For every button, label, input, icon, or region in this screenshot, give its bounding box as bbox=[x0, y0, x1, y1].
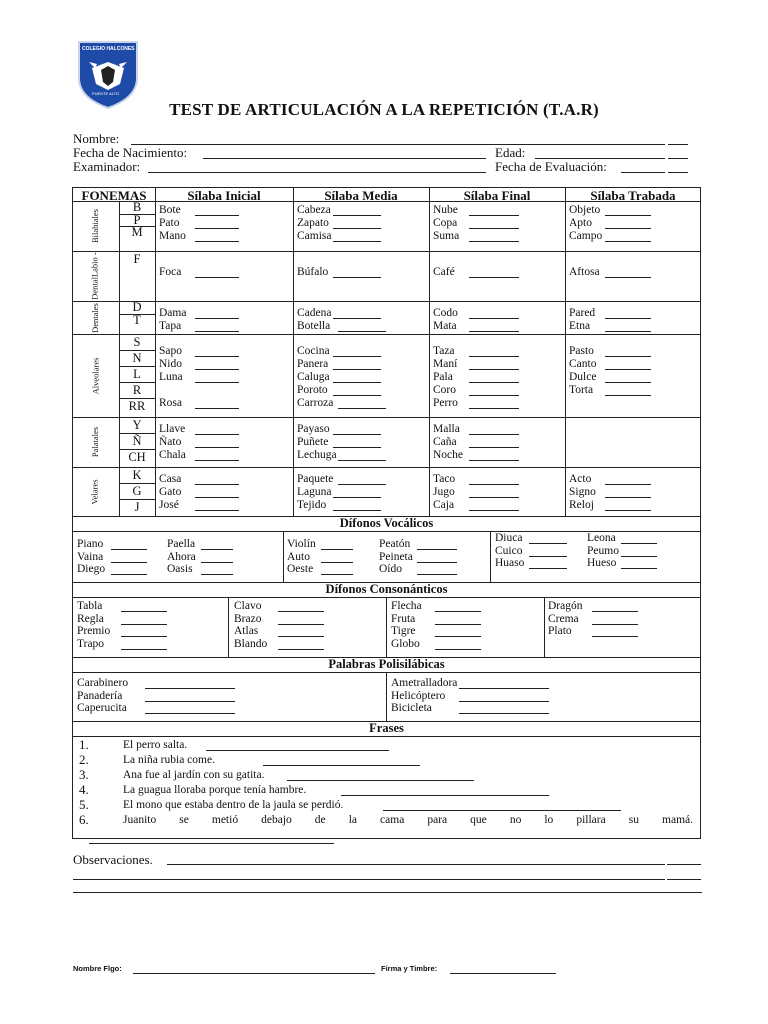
word-label: Regla bbox=[77, 612, 104, 625]
dv-divider bbox=[283, 531, 284, 582]
word-label: Laguna bbox=[297, 486, 332, 498]
word-label: Blando bbox=[234, 638, 268, 651]
section-title-difonos-vocalicos: Dífonos Vocálicos bbox=[339, 516, 434, 530]
word-label: Cocina bbox=[297, 345, 330, 357]
observaciones-line-3[interactable] bbox=[73, 892, 702, 893]
word-label: Dragón bbox=[548, 600, 583, 612]
response-blank[interactable] bbox=[195, 356, 239, 357]
word-label: Casa bbox=[159, 473, 182, 485]
response-blank[interactable] bbox=[469, 395, 519, 396]
response-blank[interactable] bbox=[469, 369, 519, 370]
response-blank[interactable] bbox=[459, 688, 549, 689]
response-blank[interactable] bbox=[195, 382, 239, 383]
word-label: Perro bbox=[433, 397, 458, 409]
response-blank[interactable] bbox=[469, 484, 519, 485]
response-blank[interactable] bbox=[417, 574, 457, 575]
response-blank[interactable] bbox=[469, 460, 519, 461]
response-blank[interactable] bbox=[621, 568, 657, 569]
word-label: Lechuga bbox=[297, 449, 337, 461]
response-blank[interactable] bbox=[333, 395, 381, 396]
response-blank[interactable] bbox=[459, 713, 549, 714]
firma-label: Firma y Timbre: bbox=[381, 964, 438, 973]
word-label: Fruta bbox=[391, 612, 416, 625]
word-label: Huaso bbox=[495, 557, 525, 569]
response-blank[interactable] bbox=[195, 408, 239, 409]
logo-text-bottom: PUENTE ALTO bbox=[92, 91, 120, 96]
word-label: Auto bbox=[287, 550, 310, 563]
response-blank[interactable] bbox=[469, 408, 519, 409]
pp-divider bbox=[386, 672, 387, 721]
observaciones-field[interactable] bbox=[167, 864, 665, 865]
word-label: Tejido bbox=[297, 499, 327, 511]
response-blank[interactable] bbox=[89, 843, 334, 844]
word-label: Piano bbox=[77, 538, 104, 550]
response-blank[interactable] bbox=[592, 636, 638, 637]
response-blank[interactable] bbox=[341, 795, 549, 796]
response-blank[interactable] bbox=[469, 331, 519, 332]
response-blank[interactable] bbox=[201, 549, 233, 550]
phoneme: T bbox=[133, 313, 141, 327]
nombre-field[interactable] bbox=[131, 144, 665, 145]
response-blank[interactable] bbox=[435, 611, 481, 612]
word-label: Botella bbox=[297, 320, 331, 332]
phoneme: Y bbox=[132, 418, 142, 432]
word-label: Peineta bbox=[379, 550, 413, 563]
response-blank[interactable] bbox=[333, 215, 381, 216]
response-blank[interactable] bbox=[195, 484, 239, 485]
response-blank[interactable] bbox=[605, 215, 651, 216]
phoneme: CH bbox=[128, 450, 146, 464]
response-blank[interactable] bbox=[121, 611, 167, 612]
word-label: Canto bbox=[569, 358, 597, 370]
group-divider bbox=[73, 251, 700, 252]
word-label: Sapo bbox=[159, 345, 182, 357]
response-blank[interactable] bbox=[333, 447, 381, 448]
word-label: Copa bbox=[433, 217, 458, 229]
response-blank[interactable] bbox=[321, 562, 353, 563]
response-blank[interactable] bbox=[469, 277, 519, 278]
word-label: Tigre bbox=[391, 625, 416, 638]
word-label: Taco bbox=[433, 473, 456, 485]
phoneme: F bbox=[133, 252, 141, 266]
response-blank[interactable] bbox=[121, 649, 167, 650]
response-blank[interactable] bbox=[469, 215, 519, 216]
group-label-text: Alveolares bbox=[89, 357, 100, 394]
word-label: Rosa bbox=[159, 397, 182, 409]
group-divider bbox=[73, 334, 700, 335]
response-blank[interactable] bbox=[338, 408, 386, 409]
response-blank[interactable] bbox=[195, 447, 239, 448]
word-label: Apto bbox=[569, 217, 592, 229]
frase-text: La guagua lloraba porque tenía hambre. bbox=[123, 784, 307, 796]
word-label: Etna bbox=[569, 320, 591, 332]
word-label: Bicicleta bbox=[391, 702, 432, 715]
response-blank[interactable] bbox=[333, 434, 381, 435]
response-blank[interactable] bbox=[469, 510, 519, 511]
word-label: Oeste bbox=[287, 563, 314, 575]
word-label: Brazo bbox=[234, 612, 262, 625]
word-label: Ahora bbox=[167, 550, 196, 563]
word-label: Plato bbox=[548, 625, 572, 638]
response-blank[interactable] bbox=[621, 556, 657, 557]
word-label: Signo bbox=[569, 486, 596, 498]
word-label: Pato bbox=[159, 217, 180, 229]
word-label: Flecha bbox=[391, 600, 422, 612]
group-label-text: Dentales bbox=[90, 302, 100, 333]
response-blank[interactable] bbox=[333, 382, 381, 383]
word-label: Malla bbox=[433, 423, 460, 435]
logo-text-top: COLEGIO HALCONES bbox=[82, 46, 135, 52]
response-blank[interactable] bbox=[333, 318, 381, 319]
word-label: Camisa bbox=[297, 230, 332, 242]
response-blank[interactable] bbox=[338, 460, 386, 461]
response-blank[interactable] bbox=[435, 636, 481, 637]
word-label: Ametralladora bbox=[391, 677, 458, 689]
nombre-flgo-field[interactable] bbox=[133, 973, 375, 974]
response-blank[interactable] bbox=[605, 510, 651, 511]
frase-number: 5. bbox=[79, 797, 89, 812]
response-blank[interactable] bbox=[469, 228, 519, 229]
frase-number: 1. bbox=[79, 737, 89, 752]
word-label: Caluga bbox=[297, 371, 330, 383]
word-label: Café bbox=[433, 266, 455, 278]
response-blank[interactable] bbox=[333, 228, 381, 229]
word-label: Poroto bbox=[297, 384, 328, 396]
word-label: Trapo bbox=[77, 638, 105, 651]
response-blank[interactable] bbox=[263, 765, 420, 766]
word-label: Reloj bbox=[569, 499, 594, 511]
fecha-nacimiento-label: Fecha de Nacimiento: bbox=[73, 145, 188, 160]
observaciones-line-2-end bbox=[667, 879, 701, 880]
phoneme: P bbox=[133, 213, 141, 227]
response-blank[interactable] bbox=[195, 277, 239, 278]
response-blank[interactable] bbox=[605, 277, 651, 278]
nombre-label: Nombre: bbox=[73, 131, 120, 146]
word-label: Payaso bbox=[297, 423, 330, 435]
phoneme: B bbox=[132, 200, 142, 214]
word-label: Pala bbox=[433, 371, 453, 383]
word-label: Cuico bbox=[495, 544, 523, 557]
response-blank[interactable] bbox=[195, 241, 239, 242]
word-label: Tapa bbox=[159, 320, 182, 332]
response-blank[interactable] bbox=[383, 810, 621, 811]
response-blank[interactable] bbox=[195, 510, 239, 511]
word-label: Puñete bbox=[297, 436, 329, 448]
response-blank[interactable] bbox=[278, 636, 324, 637]
word-label: Pared bbox=[569, 307, 596, 319]
word-label: Jugo bbox=[433, 486, 455, 498]
word-label: Helicóptero bbox=[391, 689, 446, 702]
frase-text: Ana fue al jardín con su gatita. bbox=[123, 769, 265, 781]
frase-text: La niña rubia come. bbox=[123, 754, 215, 766]
word-label: Dama bbox=[159, 307, 187, 319]
word-label: Peumo bbox=[587, 544, 619, 557]
frase-number: 2. bbox=[79, 752, 89, 767]
response-blank[interactable] bbox=[111, 562, 147, 563]
header-divider bbox=[73, 201, 700, 202]
col-header-fonemas: FONEMAS bbox=[81, 188, 147, 203]
fecha-evaluacion-field-end bbox=[668, 172, 688, 173]
observaciones-field-end bbox=[667, 864, 701, 865]
group-label-text: Palatales bbox=[90, 426, 100, 458]
response-blank[interactable] bbox=[333, 510, 381, 511]
examinador-label: Examinador: bbox=[73, 159, 141, 174]
word-label: Crema bbox=[548, 612, 579, 625]
response-blank[interactable] bbox=[469, 318, 519, 319]
phoneme: L bbox=[133, 367, 141, 381]
response-blank[interactable] bbox=[195, 497, 239, 498]
response-blank[interactable] bbox=[201, 562, 233, 563]
response-blank[interactable] bbox=[145, 701, 235, 702]
word-label: Globo bbox=[391, 638, 420, 651]
response-blank[interactable] bbox=[333, 369, 381, 370]
frase-text: El mono que estaba dentro de la jaula se perdió. bbox=[123, 799, 344, 811]
edad-field-end bbox=[668, 158, 688, 159]
examinador-field[interactable] bbox=[148, 172, 486, 173]
word-label: Tabla bbox=[77, 600, 103, 612]
response-blank[interactable] bbox=[333, 277, 381, 278]
phoneme: Ñ bbox=[132, 434, 142, 448]
word-label: Mano bbox=[159, 230, 186, 242]
phoneme: S bbox=[133, 335, 141, 349]
word-label: Paella bbox=[167, 538, 196, 550]
response-blank[interactable] bbox=[529, 543, 567, 544]
response-blank[interactable] bbox=[469, 241, 519, 242]
response-blank[interactable] bbox=[435, 624, 481, 625]
response-blank[interactable] bbox=[529, 568, 567, 569]
response-blank[interactable] bbox=[195, 331, 239, 332]
response-blank[interactable] bbox=[195, 460, 239, 461]
response-blank[interactable] bbox=[321, 574, 353, 575]
response-blank[interactable] bbox=[145, 688, 235, 689]
edad-label: Edad: bbox=[495, 145, 526, 160]
group-label-text: Velares bbox=[89, 478, 100, 505]
firma-field[interactable] bbox=[450, 973, 556, 974]
response-blank[interactable] bbox=[206, 750, 389, 751]
word-label: Caperucita bbox=[77, 702, 127, 715]
response-blank[interactable] bbox=[605, 228, 651, 229]
word-label: Caja bbox=[433, 499, 455, 511]
group-label bbox=[75, 334, 115, 417]
response-blank[interactable] bbox=[605, 484, 651, 485]
dc-divider bbox=[228, 597, 229, 657]
response-blank[interactable] bbox=[195, 318, 239, 319]
group-label bbox=[75, 201, 115, 251]
phoneme: K bbox=[132, 468, 142, 482]
response-blank[interactable] bbox=[338, 484, 386, 485]
word-label: Torta bbox=[569, 384, 594, 396]
response-blank[interactable] bbox=[111, 574, 147, 575]
col-header-trabada: Sílaba Trabada bbox=[590, 188, 676, 203]
word-label: Codo bbox=[433, 307, 458, 319]
response-blank[interactable] bbox=[417, 562, 457, 563]
response-blank[interactable] bbox=[529, 556, 567, 557]
response-blank[interactable] bbox=[333, 497, 381, 498]
section-divider bbox=[73, 736, 700, 737]
response-blank[interactable] bbox=[201, 574, 233, 575]
group-label bbox=[75, 417, 115, 467]
response-blank[interactable] bbox=[287, 780, 474, 781]
word-label: Búfalo bbox=[297, 266, 329, 278]
group-label bbox=[75, 467, 115, 516]
response-blank[interactable] bbox=[121, 636, 167, 637]
phoneme: D bbox=[132, 300, 142, 314]
word-label: Vaina bbox=[77, 550, 104, 563]
response-blank[interactable] bbox=[195, 215, 239, 216]
word-label: José bbox=[159, 499, 179, 511]
response-blank[interactable] bbox=[121, 624, 167, 625]
frase-number: 6. bbox=[79, 812, 89, 827]
response-blank[interactable] bbox=[469, 382, 519, 383]
phoneme: RR bbox=[128, 399, 146, 413]
phoneme: G bbox=[132, 484, 142, 498]
response-blank[interactable] bbox=[469, 434, 519, 435]
response-blank[interactable] bbox=[605, 241, 651, 242]
response-blank[interactable] bbox=[605, 331, 651, 332]
section-title-polisilabicas: Palabras Polisilábicas bbox=[328, 657, 445, 671]
word-label: Aftosa bbox=[569, 266, 600, 278]
response-blank[interactable] bbox=[605, 395, 651, 396]
word-label: Foca bbox=[159, 266, 182, 278]
response-blank[interactable] bbox=[333, 356, 381, 357]
response-blank[interactable] bbox=[459, 701, 549, 702]
word-label: Oasis bbox=[167, 563, 193, 575]
response-blank[interactable] bbox=[278, 611, 324, 612]
word-label: Cadena bbox=[297, 307, 332, 319]
group-divider bbox=[73, 417, 700, 418]
response-blank[interactable] bbox=[469, 497, 519, 498]
fecha-evaluacion-field[interactable] bbox=[621, 172, 665, 173]
dc-divider bbox=[544, 597, 545, 657]
response-blank[interactable] bbox=[605, 318, 651, 319]
nombre-field-end bbox=[668, 144, 688, 145]
word-label: Llave bbox=[159, 423, 186, 435]
word-label: Diuca bbox=[495, 532, 523, 544]
word-label: Maní bbox=[433, 358, 458, 370]
frase-number: 4. bbox=[79, 782, 89, 797]
word-label: Ñato bbox=[159, 436, 182, 448]
word-label: Bote bbox=[159, 204, 181, 216]
group-label bbox=[75, 301, 115, 334]
response-blank[interactable] bbox=[278, 624, 324, 625]
group-label-text: Bilabiales bbox=[90, 209, 100, 243]
response-blank[interactable] bbox=[145, 713, 235, 714]
document-title: TEST DE ARTICULACIÓN A LA REPETICIÓN (T.A.R) bbox=[169, 100, 599, 119]
response-blank[interactable] bbox=[195, 369, 239, 370]
fecha-nacimiento-field[interactable] bbox=[203, 158, 486, 159]
word-label: Leona bbox=[587, 532, 616, 544]
word-label: Noche bbox=[433, 449, 464, 461]
word-label: Nido bbox=[159, 358, 182, 370]
word-label: Clavo bbox=[234, 600, 262, 612]
word-label: Zapato bbox=[297, 217, 329, 229]
word-label: Chala bbox=[159, 449, 186, 461]
response-blank[interactable] bbox=[592, 611, 638, 612]
word-label: Mata bbox=[433, 320, 457, 332]
section-title-frases: Frases bbox=[369, 721, 404, 735]
word-label: Nube bbox=[433, 204, 458, 216]
word-label: Objeto bbox=[569, 204, 601, 216]
phoneme: J bbox=[134, 500, 140, 514]
response-blank[interactable] bbox=[195, 228, 239, 229]
word-label: Carabinero bbox=[77, 677, 129, 689]
group-divider bbox=[73, 467, 700, 468]
response-blank[interactable] bbox=[605, 356, 651, 357]
phoneme: N bbox=[132, 351, 142, 365]
observaciones-label: Observaciones. bbox=[73, 852, 153, 867]
col-header-media: Sílaba Media bbox=[324, 188, 398, 203]
word-label: Violín bbox=[287, 538, 316, 550]
word-label: Cabeza bbox=[297, 204, 331, 216]
nombre-flgo-label: Nombre Flgo: bbox=[73, 964, 122, 973]
response-blank[interactable] bbox=[592, 624, 638, 625]
word-label: Peatón bbox=[379, 538, 411, 550]
response-blank[interactable] bbox=[605, 369, 651, 370]
word-label: Campo bbox=[569, 230, 603, 242]
word-label: Oído bbox=[379, 563, 402, 575]
response-blank[interactable] bbox=[621, 543, 657, 544]
response-blank[interactable] bbox=[278, 649, 324, 650]
dv-divider bbox=[490, 531, 491, 582]
word-label: Caña bbox=[433, 436, 457, 448]
word-label: Gato bbox=[159, 486, 182, 498]
group-label bbox=[75, 251, 115, 301]
response-blank[interactable] bbox=[605, 497, 651, 498]
phoneme: M bbox=[131, 225, 143, 239]
dc-divider bbox=[386, 597, 387, 657]
response-blank[interactable] bbox=[338, 331, 386, 332]
word-label: Suma bbox=[433, 230, 460, 242]
response-blank[interactable] bbox=[333, 241, 381, 242]
observaciones-line-2[interactable] bbox=[73, 879, 665, 880]
word-label: Hueso bbox=[587, 557, 617, 569]
frase-number: 3. bbox=[79, 767, 89, 782]
word-label: Acto bbox=[569, 473, 592, 485]
response-blank[interactable] bbox=[111, 549, 147, 550]
word-label: Luna bbox=[159, 371, 183, 383]
response-blank[interactable] bbox=[605, 382, 651, 383]
word-label: Atlas bbox=[234, 625, 259, 638]
response-blank[interactable] bbox=[469, 447, 519, 448]
word-label: Coro bbox=[433, 384, 456, 396]
group-label-text: DentalLabio - bbox=[90, 252, 101, 300]
col-header-inicial: Sílaba Inicial bbox=[187, 188, 261, 203]
response-blank[interactable] bbox=[417, 549, 457, 550]
word-label: Pasto bbox=[569, 345, 594, 357]
frase-text: El perro salta. bbox=[123, 739, 188, 751]
word-label: Panera bbox=[297, 358, 329, 370]
response-blank[interactable] bbox=[469, 356, 519, 357]
col-header-final: Sílaba Final bbox=[463, 188, 531, 203]
word-label: Taza bbox=[433, 345, 455, 357]
response-blank[interactable] bbox=[435, 649, 481, 650]
word-label: Premio bbox=[77, 625, 111, 638]
group-divider bbox=[73, 301, 700, 302]
word-label: Panadería bbox=[77, 689, 123, 702]
fecha-evaluacion-label: Fecha de Evaluación: bbox=[495, 159, 607, 174]
word-label: Carroza bbox=[297, 397, 334, 409]
word-label: Diego bbox=[77, 563, 106, 575]
word-label: Dulce bbox=[569, 371, 597, 383]
articulation-table bbox=[72, 187, 701, 839]
word-label: Paquete bbox=[297, 473, 334, 485]
frase-text: Juanito se metió debajo de la cama para que no lo pillara su mamá. bbox=[123, 814, 693, 826]
section-title-difonos-consonanticos: Dífonos Consonánticos bbox=[325, 582, 448, 596]
response-blank[interactable] bbox=[195, 434, 239, 435]
response-blank[interactable] bbox=[321, 549, 353, 550]
phoneme: R bbox=[132, 383, 142, 397]
